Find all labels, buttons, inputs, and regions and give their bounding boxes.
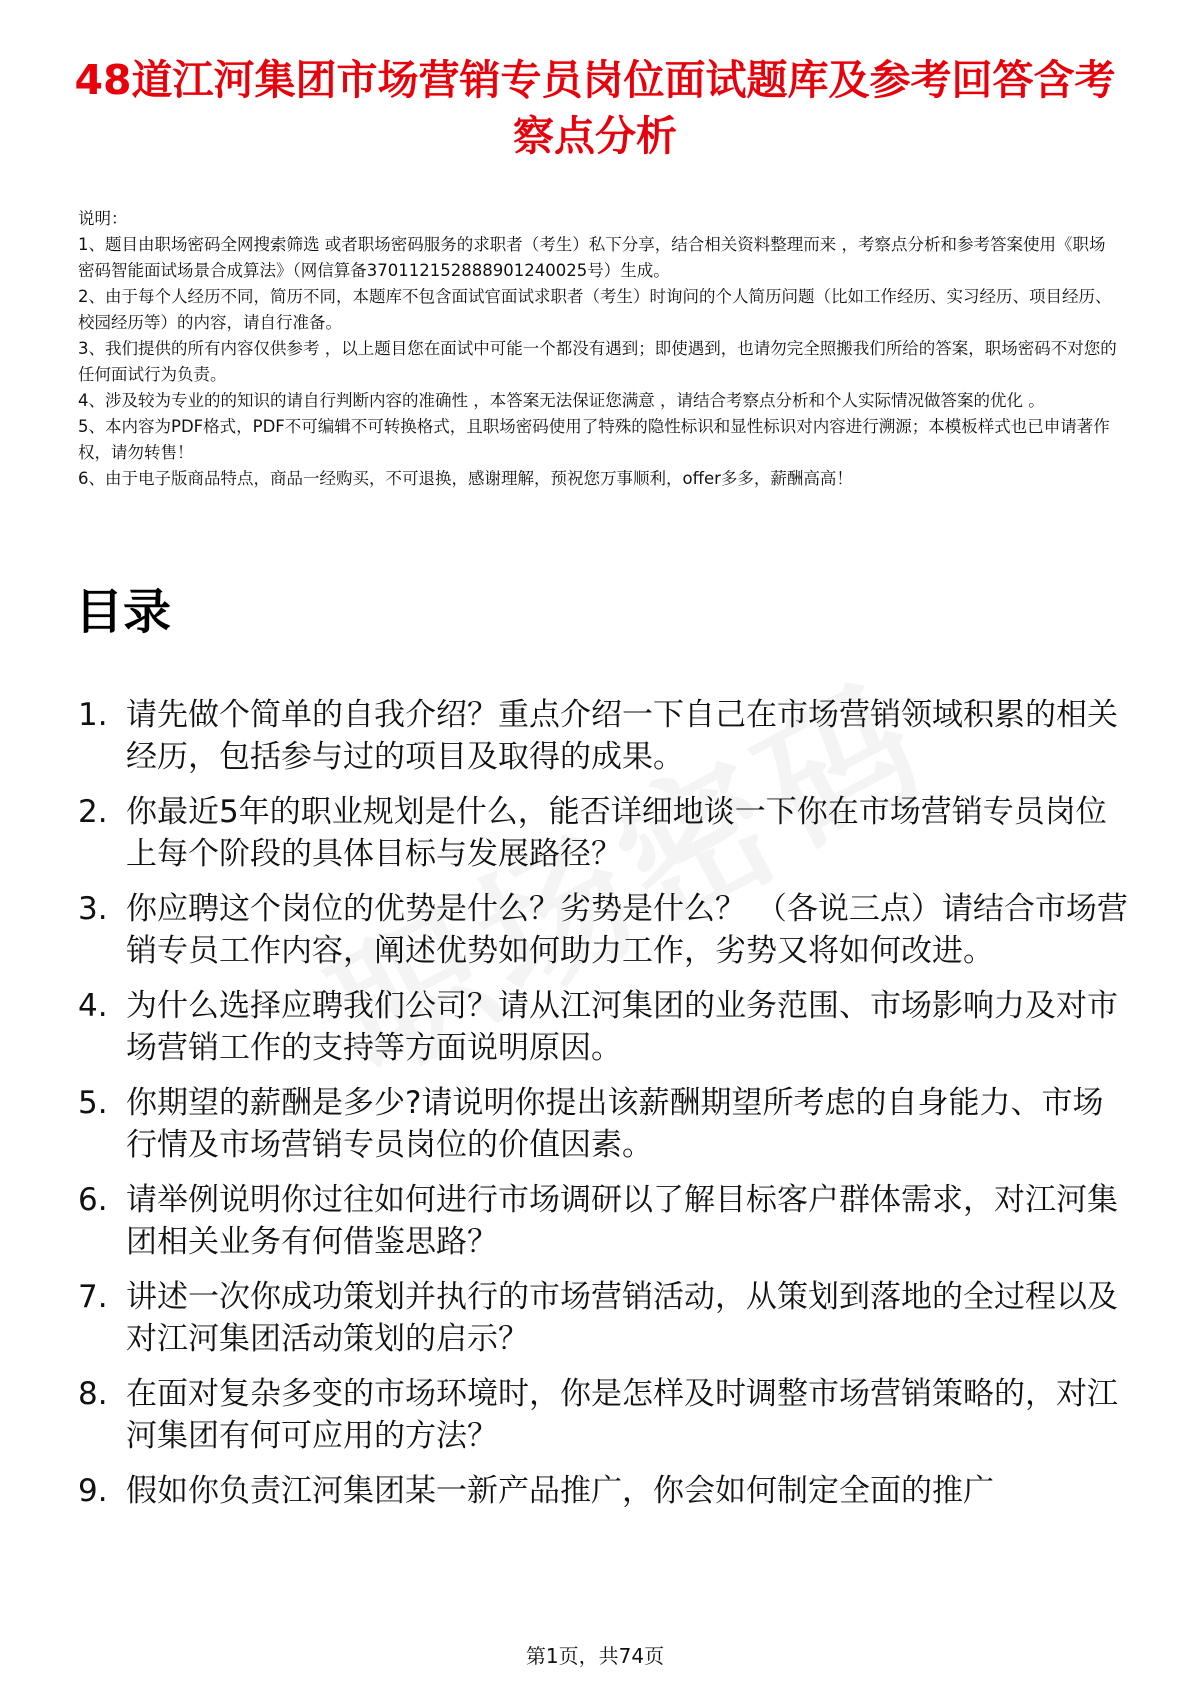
toc-item[interactable]	[78, 888, 1128, 972]
toc-item-number: 1.	[78, 697, 108, 733]
toc-heading: 目录	[75, 584, 172, 640]
toc-item-text: 在面对复杂多变的市场环境时，你是怎样及时调整市场营销策略的，对江河集团有何可应用的方法？	[126, 1376, 1118, 1454]
toc-item-number: 5.	[78, 1085, 108, 1121]
note-item: 6、由于电子版商品特点，商品一经购买，不可退换，感谢理解，预祝您万事顺利，offer多多，薪酬高高！	[78, 469, 853, 488]
note-item: 2、由于每个人经历不同，简历不同，本题库不包含面试官面试求职者（考生）时询问的个人简历问题（比如工作经历、实习经历、项目经历、校园经历等）的内容，请自行准备。	[78, 287, 1112, 332]
toc-item-text: 你应聘这个岗位的优势是什么？劣势是什么？ （各说三点）请结合市场营销专员工作内容，阐述优势如何助力工作，劣势又将如何改进。	[126, 891, 1128, 969]
toc-item-text: 为什么选择应聘我们公司？请从江河集团的业务范围、市场影响力及对市场营销工作的支持等方面说明原因。	[126, 988, 1118, 1066]
toc-item-number: 7.	[78, 1279, 108, 1315]
toc-item[interactable]	[78, 1276, 1128, 1360]
notes-heading: 说明：	[78, 209, 128, 228]
page-footer: 第1页，共74页	[525, 1644, 665, 1668]
toc-item-number: 6.	[78, 1182, 108, 1218]
toc-item[interactable]	[78, 1373, 1128, 1457]
note-item: 3、我们提供的所有内容仅供参考 ，以上题目您在面试中可能一个都没有遇到；即使遇到，也请勿完全照搬我们所给的答案，职场密码不对您的任何面试行为负责。	[78, 339, 1117, 384]
toc-item-number: 2.	[78, 794, 108, 830]
toc-item-text: 你期望的薪酬是多少?请说明你提出该薪酬期望所考虑的自身能力、市场行情及市场营销专员岗位的价值因素。	[126, 1085, 1104, 1163]
notes-section	[78, 206, 1118, 492]
note-item: 4、涉及较为专业的的知识的请自行判断内容的准确性 ，本答案无法保证您满意 ，请结合考察点分析和个人实际情况做答案的优化 。	[78, 391, 1045, 410]
toc-item-text: 请举例说明你过往如何进行市场调研以了解目标客户群体需求，对江河集团相关业务有何借鉴思路？	[126, 1182, 1118, 1260]
toc-item[interactable]	[78, 694, 1128, 778]
toc-item[interactable]	[78, 791, 1128, 875]
toc-list	[78, 694, 1128, 1525]
note-item: 5、本内容为PDF格式，PDF不可编辑不可转换格式，且职场密码使用了特殊的隐性标识和显性标识对内容进行溯源；本模板样式也已申请著作权，请勿转售！	[78, 417, 1110, 462]
toc-item-text: 假如你负责江河集团某一新产品推广，你会如何制定全面的推广	[126, 1473, 994, 1509]
toc-item-number: 3.	[78, 891, 108, 927]
toc-item[interactable]	[78, 985, 1128, 1069]
toc-item-number: 9.	[78, 1473, 108, 1509]
toc-item[interactable]	[78, 1179, 1128, 1263]
toc-item-number: 8.	[78, 1376, 108, 1412]
toc-item[interactable]	[78, 1470, 1128, 1512]
toc-item-text: 你最近5年的职业规划是什么，能否详细地谈一下你在市场营销专员岗位上每个阶段的具体目标与发展路径？	[126, 794, 1107, 872]
note-item: 1、题目由职场密码全网搜索筛选 或者职场密码服务的求职者（考生）私下分享，结合相关资料整理而来 ，考察点分析和参考答案使用《职场密码智能面试场景合成算法》（网信算备370112152888901240025号）生成。	[78, 235, 1106, 280]
toc-item-text: 请先做个简单的自我介绍？重点介绍一下自己在市场营销领域积累的相关经历，包括参与过的项目及取得的成果。	[126, 697, 1118, 775]
toc-item-text: 讲述一次你成功策划并执行的市场营销活动，从策划到落地的全过程以及对江河集团活动策划的启示？	[126, 1279, 1118, 1357]
toc-item-number: 4.	[78, 988, 108, 1024]
toc-item[interactable]	[78, 1082, 1128, 1166]
page-title: 48道江河集团市场营销专员岗位面试题库及参考回答含考察点分析	[74, 56, 1116, 160]
